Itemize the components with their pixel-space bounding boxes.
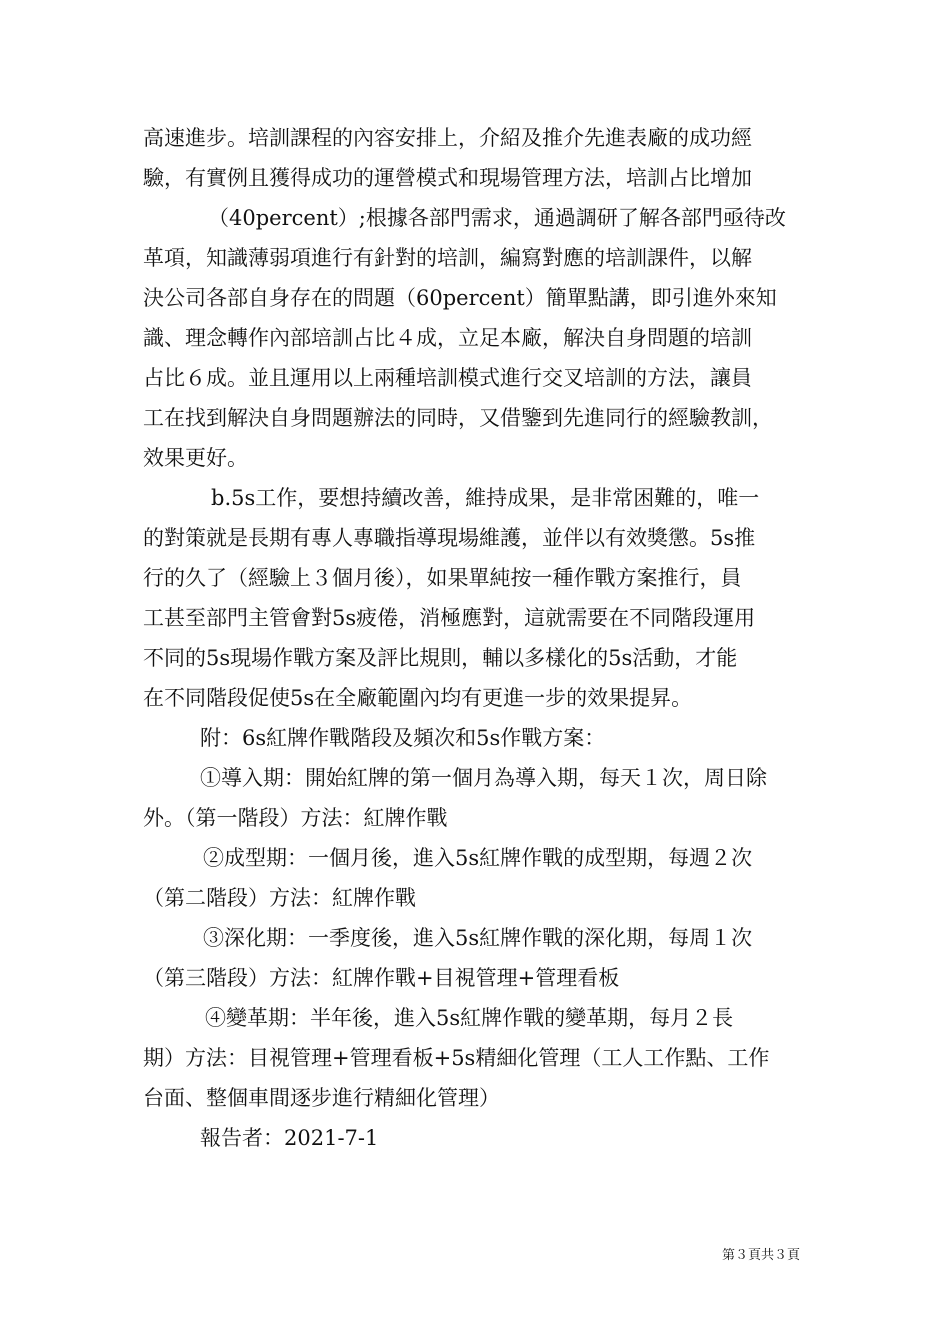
text-line: 不同的5s現場作戰方案及評比規則，輔以多樣化的5s活動，才能 — [143, 646, 738, 670]
text-line: 革項，知識薄弱項進行有針對的培訓，編寫對應的培訓課件，以解 — [143, 246, 752, 270]
text-line: ③深化期：一季度後，進入5s紅牌作戰的深化期，每周１次 — [203, 926, 753, 950]
text-line: 識、理念轉作內部培訓占比４成，立足本廠，解決自身問題的培訓 — [143, 326, 752, 350]
text-line: 效果更好。 — [143, 446, 248, 470]
text-line: 決公司各部自身存在的問題（60percent）簡單點講，即引進外來知 — [143, 286, 777, 310]
page-number-footer: 第３頁共３頁 — [722, 1248, 801, 1263]
body-text — [143, 118, 815, 1158]
text-line: ②成型期：一個月後，進入5s紅牌作戰的成型期，每週２次 — [203, 846, 753, 870]
text-line: （第二階段）方法：紅牌作戰 — [143, 886, 416, 910]
text-line: 期）方法：目視管理+管理看板+5s精細化管理（工人工作點、工作 — [143, 1046, 770, 1070]
text-line: 外。（第一階段）方法：紅牌作戰 — [143, 806, 448, 830]
text-line: ①導入期：開始紅牌的第一個月為導入期，每天１次，周日除 — [200, 766, 767, 790]
text-line: （40percent）;根據各部門需求，通過調研了解各部門亟待改 — [208, 206, 786, 230]
text-line: （第三階段）方法：紅牌作戰+目視管理+管理看板 — [143, 966, 620, 990]
text-line: 的對策就是長期有專人專職指導現場維護，並伴以有效獎懲。5s推 — [143, 526, 756, 550]
text-line: 報告者：2021-7-1 — [200, 1126, 379, 1150]
text-line: 工甚至部門主管會對5s疲倦，消極應對，這就需要在不同階段運用 — [143, 606, 756, 630]
text-line: 附：6s紅牌作戰階段及頻次和5s作戰方案： — [200, 726, 606, 750]
text-line: ④變革期：半年後，進入5s紅牌作戰的變革期，每月２長 — [205, 1006, 734, 1030]
text-line: 驗，有實例且獲得成功的運營模式和現場管理方法，培訓占比增加 — [143, 166, 752, 190]
text-line: 台面、整個車間逐步進行精細化管理） — [143, 1086, 500, 1110]
text-line: 行的久了（經驗上３個月後），如果單純按一種作戰方案推行，員 — [143, 566, 742, 590]
text-line: b.5s工作，要想持續改善，維持成果，是非常困難的，唯一 — [211, 486, 760, 510]
text-line: 高速進步。培訓課程的內容安排上，介紹及推介先進表廠的成功經 — [143, 126, 752, 150]
text-line: 在不同階段促使5s在全廠範圍內均有更進一步的效果提昇。 — [143, 686, 693, 710]
text-line: 工在找到解決自身問題辦法的同時，又借鑒到先進同行的經驗教訓， — [143, 406, 773, 430]
text-line: 占比６成。並且運用以上兩種培訓模式進行交叉培訓的方法，讓員 — [143, 366, 752, 390]
